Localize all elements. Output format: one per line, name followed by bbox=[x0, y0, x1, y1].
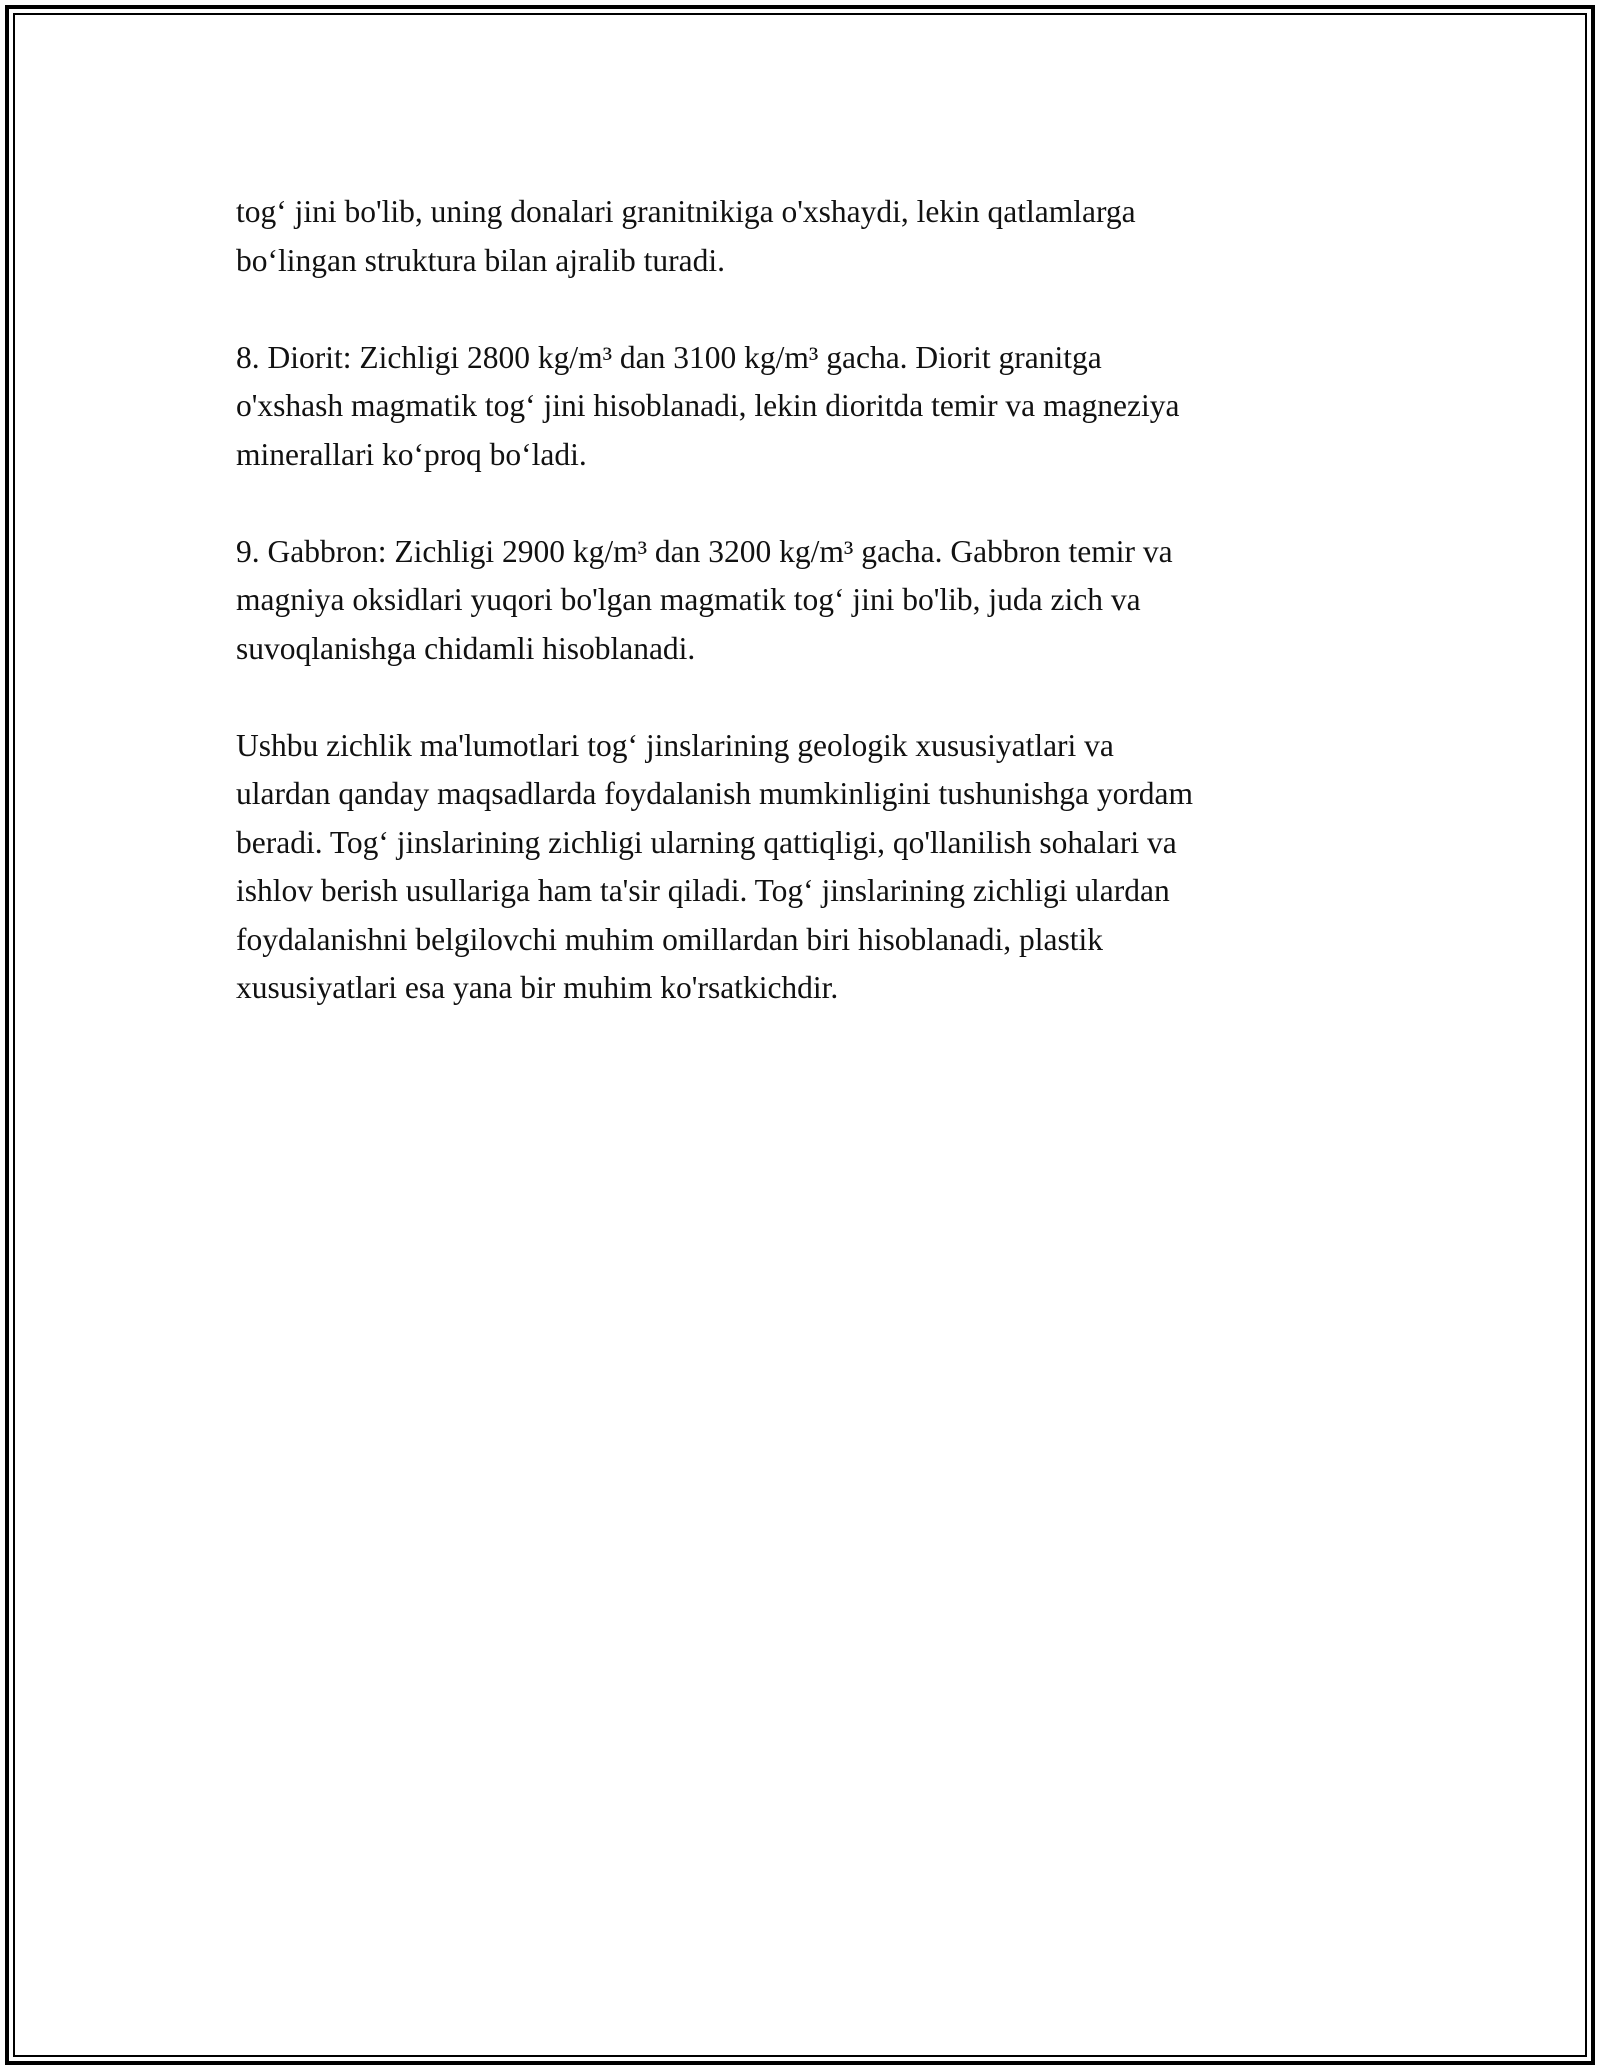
text-line: suvoqlanishga chidamli hisoblanadi. bbox=[236, 630, 696, 666]
text-line: ishlov berish usullariga ham ta'sir qiladi. Tog‘ jinslarining zichligi ulardan bbox=[236, 873, 1170, 908]
text-line: foydalanishni belgilovchi muhim omillardan biri hisoblanadi, plastik bbox=[236, 921, 1103, 957]
text-line: o'xshash magmatik tog‘ jini hisoblanadi, lekin dioritda temir va magneziya bbox=[236, 388, 1180, 423]
paragraph-diorit bbox=[236, 334, 1376, 480]
text-line: bo‘lingan struktura bilan ajralib turadi. bbox=[236, 242, 725, 278]
text-line: Ushbu zichlik ma'lumotlari tog‘ jinslarining geologik xususiyatlari va bbox=[236, 727, 1114, 763]
text-line: 8. Diorit: Zichligi 2800 kg/m³ dan 3100 kg/m³ gacha. Diorit granitga bbox=[236, 339, 1102, 375]
text-line: tog‘ jini bo'lib, uning donalari granitnikiga o'xshaydi, lekin qatlamlarga bbox=[236, 194, 1136, 229]
paragraph-continuation bbox=[236, 188, 1376, 285]
text-line: ulardan qanday maqsadlarda foydalanish mumkinligini tushunishga yordam bbox=[236, 776, 1194, 811]
text-line: 9. Gabbron: Zichligi 2900 kg/m³ dan 3200 kg/m³ gacha. Gabbron temir va bbox=[236, 533, 1173, 569]
document-body bbox=[236, 188, 1376, 1061]
text-line: magniya oksidlari yuqori bo'lgan magmatik tog‘ jini bo'lib, juda zich va bbox=[236, 582, 1141, 617]
text-line: minerallari ko‘proq bo‘ladi. bbox=[236, 436, 587, 472]
paragraph-conclusion bbox=[236, 722, 1376, 1013]
text-line: xususiyatlari esa yana bir muhim ko'rsatkichdir. bbox=[236, 970, 839, 1005]
text-line: beradi. Tog‘ jinslarining zichligi ularning qattiqligi, qo'llanilish sohalari va bbox=[236, 824, 1177, 860]
paragraph-gabbron bbox=[236, 528, 1376, 674]
